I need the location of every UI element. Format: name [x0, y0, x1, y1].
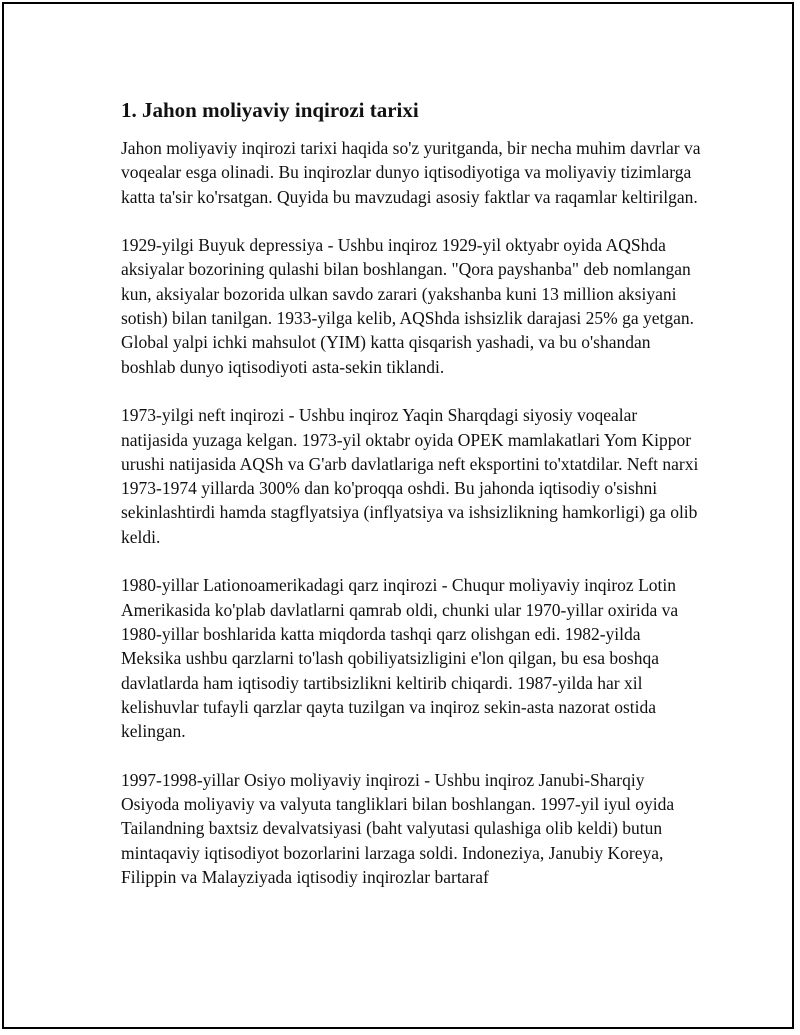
section-title: 1. Jahon moliyaviy inqirozi tarixi: [121, 98, 419, 122]
paragraph-latin-america-debt: 1980-yillar Lationoamerikadagi qarz inqirozi - Chuqur moliyaviy inqiroz Lotin Amerikasida ko'plab davlatlarni qamrab oldi, chunki ular 1970-yillar oxirida va 1980-yillar boshlarida katta miqdorda tashqi qarz olishgan edi. 1982-yilda Meksika ushbu qarzlarni to'lash qobiliyatsizligini e'lon qilgan, bu esa boshqa davlatlarda ham iqtisodiy tartibsizlikni keltirib chiqardi. 1987-yilda har xil kelishuvlar tufayli qarzlar qayta tuzilgan va inqiroz sekin-asta nazorat ostida kelingan.: [121, 575, 679, 742]
paragraph-great-depression: 1929-yilgi Buyuk depressiya - Ushbu inqiroz 1929-yil oktyabr oyida AQShda aksiyalar bozorining qulashi bilan boshlangan. "Qora payshanba" deb nomlangan kun, aksiyalar bozorida ulkan savdo zarari (yakshanba kuni 13 million aksiyani sotish) bilan tanilgan. 1933-yilga kelib, AQShda ishsizlik darajasi 25% ga yetgan. Global yalpi ichki mahsulot (YIM) katta qisqarish yashadi, va bu o'shandan boshlab dunyo iqtisodiyoti asta-sekin tiklandi.: [121, 235, 695, 377]
paragraph-oil-crisis: 1973-yilgi neft inqirozi - Ushbu inqiroz Yaqin Sharqdagi siyosiy voqealar natijasida yuzaga kelgan. 1973-yil oktabr oyida OPEK mamlakatlari Yom Kippor urushi natijasida AQSh va G'arb davlatlariga neft eksportini to'xtatdilar. Neft narxi 1973-1974 yillarda 300% dan ko'proqqa oshdi. Bu jahonda iqtisodiy o'sishni sekinlashtirdi hamda stagflyatsiya (inflyatsiya va ishsizlikning hamkorligi) ga olib keldi.: [121, 405, 699, 547]
paragraph-intro: Jahon moliyaviy inqirozi tarixi haqida so'z yuritganda, bir necha muhim davrlar va voqealar esga olinadi. Bu inqirozlar dunyo iqtisodiyotiga va moliyaviy tizimlarga katta ta'sir ko'rsatgan. Quyida bu mavzudagi asosiy faktlar va raqamlar keltirilgan.: [121, 138, 701, 207]
paragraph-asian-crisis: 1997-1998-yillar Osiyo moliyaviy inqirozi - Ushbu inqiroz Janubi-Sharqiy Osiyoda moliyaviy va valyuta tangliklari bilan boshlangan. 1997-yil iyul oyida Tailandning baxtsiz devalvatsiyasi (baht valyutasi qulashiga olib keldi) butun mintaqaviy iqtisodiyot bozorlarini larzaga soldi. Indoneziya, Janubiy Koreya, Filippin va Malayziyada iqtisodiy inqirozlar bartaraf: [121, 769, 675, 887]
page-frame: [2, 2, 794, 1029]
document-body: [121, 96, 701, 914]
